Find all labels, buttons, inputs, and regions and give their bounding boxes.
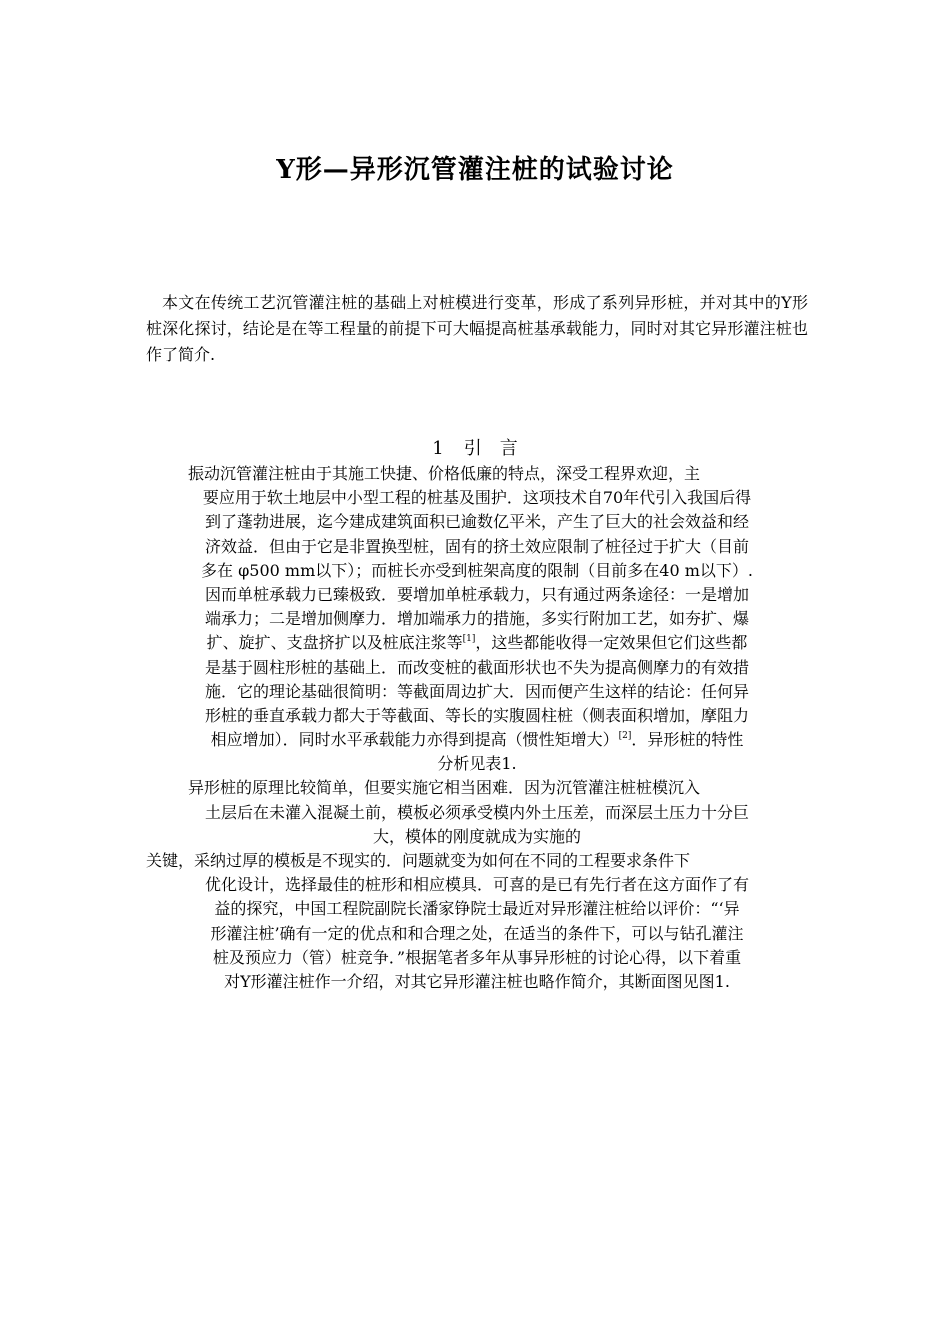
text-line: 分析见表1. bbox=[437, 754, 517, 774]
document-title: Y形—异形沉管灌注桩的试验讨论 bbox=[276, 155, 674, 185]
section-title: 引 言 bbox=[463, 438, 518, 459]
abstract-paragraph: 本文在传统工艺沉管灌注桩的基础上对桩模进行变革，形成了系列异形桩，并对其中的Y形桩深化探讨，结论是在等工程量的前提下可大幅提高桩基承载能力，同时对其它异形灌注桩也作了简介. bbox=[146, 293, 808, 364]
text-line: 益的探究，中国工程院副院长潘家铮院士最近对异形灌注桩给以评价：“‘异 bbox=[214, 899, 740, 919]
text-line: 优化设计，选择最佳的桩形和相应模具．可喜的是已有先行者在这方面作了有 bbox=[204, 875, 749, 895]
text-line: 关键，采纳过厚的模板是不现实的．问题就变为如何在不同的工程要求条件下 bbox=[146, 851, 691, 870]
section-number: 1 bbox=[432, 438, 444, 459]
text-segment: ，这些都能收得一定效果但它们这些都 bbox=[475, 633, 748, 653]
text-line: 桩及预应力（管）桩竞争．”根据笔者多年从事异形桩的讨论心得，以下着重 bbox=[212, 947, 742, 967]
text-segment: 扩、旋扩、支盘挤扩以及桩底注浆等 bbox=[206, 633, 463, 653]
section-heading bbox=[0, 436, 950, 462]
text-line: 异形桩的原理比较简单，但要实施它相当困难．因为沉管灌注桩桩模沉入 bbox=[188, 778, 701, 798]
citation-ref: [2] bbox=[618, 731, 632, 742]
text-line: 济效益．但由于它是非置换型桩，固有的挤土效应限制了桩径过于扩大（目前 bbox=[204, 536, 749, 556]
text-line: 形灌注桩’确有一定的优点和和合理之处，在适当的条件下，可以与钻孔灌注 bbox=[210, 923, 744, 943]
text-line: 大，模体的刚度就成为实施的 bbox=[372, 826, 581, 846]
text-segment: 相应增加）．同时水平承载能力亦得到提高（惯性矩增大） bbox=[210, 730, 619, 750]
text-line: 土层后在未灌入混凝土前，模板必须承受模内外土压差，而深层土压力十分巨 bbox=[204, 802, 749, 822]
text-line: 施．它的理论基础很简明：等截面周边扩大．因而便产生这样的结论：任何异 bbox=[204, 681, 749, 701]
text-line: 对Y形灌注桩作一介绍，对其它异形灌注桩也略作简介，其断面图见图1. bbox=[224, 971, 730, 991]
body-text bbox=[146, 462, 808, 994]
text-line: 要应用于软土地层中小型工程的桩基及围护．这项技术自70年代引入我国后得 bbox=[202, 488, 752, 508]
citation-ref: [1] bbox=[462, 634, 476, 645]
text-line: 端承力；二是增加侧摩力．增加端承力的措施，多实行附加工艺，如夯扩、爆 bbox=[204, 609, 749, 629]
text-line: 因而单桩承载力已臻极致．要增加单桩承载力，只有通过两条途径：一是增加 bbox=[204, 584, 749, 604]
text-line: 是基于圆柱形桩的基础上．而改变桩的截面形状也不失为提高侧摩力的有效措 bbox=[204, 657, 749, 677]
text-segment: ．异形桩的特性 bbox=[631, 730, 744, 750]
text-line: 振动沉管灌注桩由于其施工快捷、价格低廉的特点，深受工程界欢迎，主 bbox=[188, 464, 701, 483]
text-line bbox=[146, 631, 808, 655]
text-line: 多在 φ500 mm以下）；而桩长亦受到桩架高度的限制（目前多在40 m以下）. bbox=[201, 560, 753, 580]
text-line bbox=[146, 728, 808, 752]
text-line: 形桩的垂直承载力都大于等截面、等长的实腹圆柱桩（侧表面积增加，摩阻力 bbox=[204, 705, 749, 725]
text-line: 到了蓬勃进展，迄今建成建筑面积已逾数亿平米，产生了巨大的社会效益和经 bbox=[204, 512, 749, 532]
